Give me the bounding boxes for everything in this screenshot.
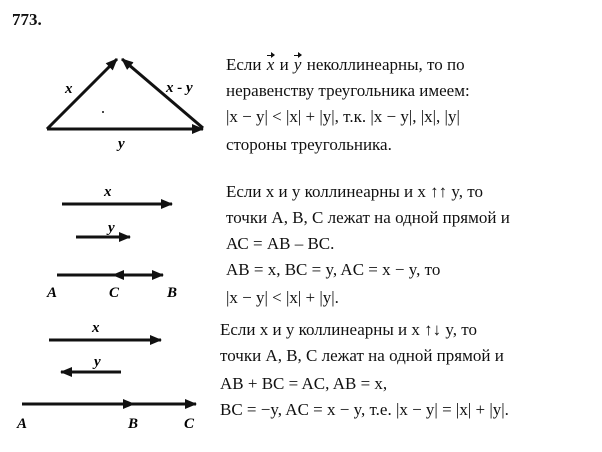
case3-line1: Если x и y коллинеарны и x ↑↓ y, то	[220, 320, 477, 339]
label-y: y	[118, 136, 125, 152]
case2-line5: |x − y| < |x| + |y|.	[226, 288, 339, 307]
vector-x-arrow	[47, 59, 117, 129]
case2-line2: точки А, В, С лежат на одной прямой и	[226, 208, 510, 227]
label-B: B	[167, 285, 178, 301]
case2-line3: АС = АВ – ВС.	[226, 234, 335, 253]
svg-text:y: y	[108, 220, 115, 236]
label-C: C	[109, 285, 120, 301]
case2-line4: AB = x, BC = y, AC = x − y, то	[226, 260, 441, 279]
svg-text:y: y	[94, 354, 101, 370]
label-x-minus-y: x - y	[166, 80, 193, 96]
problem-number: 773.	[12, 10, 42, 29]
case2-line1: Если x и y коллинеарны и x ↑↑ y, то	[226, 182, 483, 201]
svg-text:x: x	[104, 184, 112, 200]
case3-line2: точки А, В, С лежат на одной прямой и	[220, 346, 504, 365]
case1-line1: Если x и y неколлинеарны, то по	[226, 55, 465, 74]
label-x: x	[65, 81, 73, 97]
case3-line4: BC = −y, AC = x − y, т.е. |x − y| = |x| + |y|.	[220, 400, 509, 419]
case3-line3: AB + BC = AC, AB = x,	[220, 374, 388, 393]
svg-text:C: C	[184, 416, 195, 432]
svg-text:A: A	[17, 416, 28, 432]
label-A: A	[47, 285, 58, 301]
codirected-figure	[46, 184, 177, 301]
case1-line3: |x − y| < |x| + |y|, т.к. |x − y|, |x|, |y|	[226, 107, 460, 126]
case1-line4: стороны треугольника.	[226, 135, 392, 154]
opposite-figure	[16, 320, 196, 432]
svg-text:x: x	[92, 320, 100, 336]
triangle-figure	[47, 59, 203, 152]
svg-text:B: B	[128, 416, 139, 432]
case1-line2: неравенству треугольника имеем:	[226, 81, 470, 100]
